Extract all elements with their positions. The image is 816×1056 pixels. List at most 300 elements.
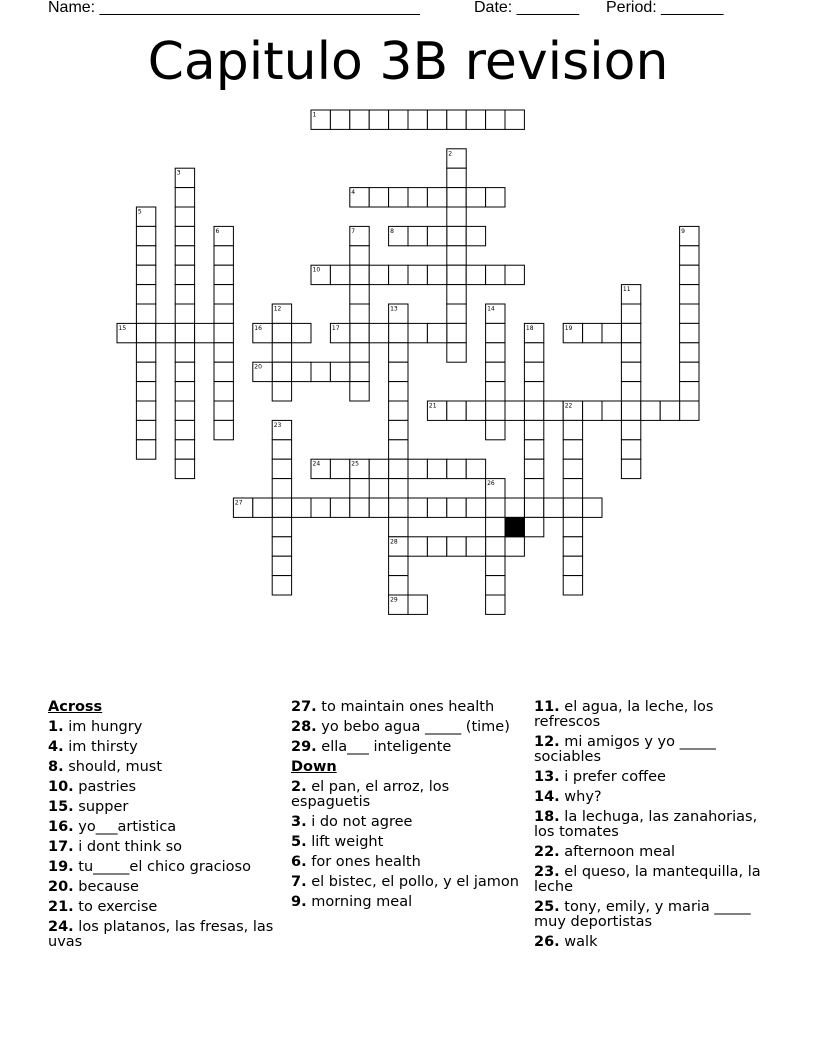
grid-cell[interactable] — [680, 401, 699, 420]
clue-text: mi amigos y yo _____ sociables — [534, 734, 716, 765]
grid-cell[interactable] — [330, 459, 349, 478]
clue-text: for ones health — [306, 854, 421, 870]
clue-number-label: 26 — [487, 480, 495, 488]
grid-cell[interactable] — [447, 304, 466, 323]
grid-cell[interactable] — [680, 343, 699, 362]
clue-item — [291, 720, 523, 735]
grid-cell[interactable] — [427, 265, 446, 284]
grid-cell[interactable] — [136, 362, 155, 381]
grid-cell[interactable] — [524, 343, 543, 362]
grid-cell[interactable] — [136, 226, 155, 245]
grid-cell[interactable] — [466, 188, 485, 207]
grid-cell[interactable] — [447, 401, 466, 420]
grid-cell[interactable] — [214, 382, 233, 401]
grid-cell[interactable] — [408, 323, 427, 342]
grid-cell[interactable] — [272, 537, 291, 556]
clue-number: 4. — [48, 739, 64, 755]
grid-cell[interactable] — [350, 304, 369, 323]
period-field-label: Period: _______ — [606, 0, 724, 16]
grid-cell[interactable] — [272, 382, 291, 401]
clue-number: 12. — [534, 734, 560, 750]
grid-cell[interactable] — [175, 226, 194, 245]
grid-cell[interactable] — [136, 323, 155, 342]
grid-cell[interactable] — [350, 323, 369, 342]
grid-cell[interactable] — [350, 265, 369, 284]
clue-number: 22. — [534, 844, 560, 860]
grid-cell[interactable] — [389, 362, 408, 381]
clue-number: 1. — [48, 719, 64, 735]
grid-cell[interactable] — [136, 285, 155, 304]
clue-number: 20. — [48, 879, 74, 895]
grid-cell[interactable] — [563, 498, 582, 517]
clue-item — [48, 760, 280, 775]
grid-cell[interactable] — [175, 343, 194, 362]
clue-number-label: 20 — [254, 363, 262, 371]
clue-number-label: 6 — [215, 227, 220, 235]
grid-cell[interactable] — [214, 401, 233, 420]
grid-cell[interactable] — [272, 556, 291, 575]
grid-cell[interactable] — [563, 479, 582, 498]
grid-cell[interactable] — [195, 323, 214, 342]
grid-cell[interactable] — [466, 226, 485, 245]
grid-cell[interactable] — [524, 362, 543, 381]
grid-cell[interactable] — [680, 362, 699, 381]
clue-item — [534, 900, 774, 930]
grid-cell[interactable] — [272, 440, 291, 459]
grid-cell[interactable] — [486, 323, 505, 342]
grid-cell[interactable] — [563, 537, 582, 556]
grid-cell[interactable] — [466, 110, 485, 129]
clue-text: why? — [559, 789, 602, 805]
grid-cell[interactable] — [136, 304, 155, 323]
down-clue-list-continued — [534, 700, 774, 950]
clue-text: afternoon meal — [559, 844, 676, 860]
grid-cell[interactable] — [214, 265, 233, 284]
clue-number-label: 13 — [390, 305, 398, 313]
grid-cell[interactable] — [350, 110, 369, 129]
clue-number: 11. — [534, 699, 560, 715]
grid-cell[interactable] — [389, 401, 408, 420]
grid-cell[interactable] — [408, 265, 427, 284]
grid-cell[interactable] — [486, 420, 505, 439]
name-field-label: Name: ____________________________________ — [48, 0, 420, 16]
grid-cell[interactable] — [447, 207, 466, 226]
grid-cell[interactable] — [621, 323, 640, 342]
clue-text: im thirsty — [63, 739, 138, 755]
grid-cell[interactable] — [292, 323, 311, 342]
grid-cell[interactable] — [621, 382, 640, 401]
grid-cell[interactable] — [447, 323, 466, 342]
clue-item — [534, 845, 774, 860]
grid-cell[interactable] — [486, 556, 505, 575]
grid-cell[interactable] — [524, 517, 543, 536]
grid-cell[interactable] — [427, 459, 446, 478]
clue-number-label: 4 — [351, 189, 356, 197]
grid-cell[interactable] — [253, 498, 272, 517]
grid-cell[interactable] — [680, 304, 699, 323]
clue-item — [291, 835, 523, 850]
clue-text: morning meal — [306, 894, 413, 910]
clue-item — [291, 875, 523, 890]
grid-cell[interactable] — [680, 382, 699, 401]
grid-cell[interactable] — [369, 110, 388, 129]
grid-cell[interactable] — [524, 382, 543, 401]
grid-cell[interactable] — [136, 382, 155, 401]
grid-cell[interactable] — [408, 595, 427, 614]
clue-text: el queso, la mantequilla, la leche — [534, 864, 761, 895]
clue-number: 23. — [534, 864, 560, 880]
clue-number-label: 12 — [273, 305, 282, 313]
grid-cell[interactable] — [447, 188, 466, 207]
clue-item — [48, 740, 280, 755]
clue-number-label: 14 — [487, 305, 495, 313]
clue-number: 9. — [291, 894, 307, 910]
grid-cell[interactable] — [175, 265, 194, 284]
grid-cell[interactable] — [389, 382, 408, 401]
grid-cell[interactable] — [389, 498, 408, 517]
clue-number: 7. — [291, 874, 307, 890]
clue-text: im hungry — [63, 719, 143, 735]
grid-cell[interactable] — [175, 304, 194, 323]
grid-cell[interactable] — [272, 479, 291, 498]
grid-cell[interactable] — [505, 537, 524, 556]
grid-cell[interactable] — [524, 401, 543, 420]
clue-item — [48, 820, 280, 835]
clue-number: 24. — [48, 919, 74, 935]
grid-cell[interactable] — [486, 595, 505, 614]
grid-cell[interactable] — [214, 246, 233, 265]
grid-cell[interactable] — [350, 382, 369, 401]
clue-text: should, must — [63, 759, 163, 775]
clue-text: yo___artistica — [73, 819, 177, 835]
grid-cell[interactable] — [486, 517, 505, 536]
clue-number: 19. — [48, 859, 74, 875]
clue-number: 21. — [48, 899, 74, 915]
grid-cell[interactable] — [272, 576, 291, 595]
grid-cell[interactable] — [272, 459, 291, 478]
grid-block — [505, 517, 524, 536]
clue-item — [48, 860, 280, 875]
grid-cell[interactable] — [641, 401, 660, 420]
clue-text: walk — [559, 934, 598, 950]
clue-number-label: 29 — [390, 596, 398, 604]
grid-cell[interactable] — [389, 343, 408, 362]
clue-number-label: 11 — [622, 286, 631, 294]
grid-cell[interactable] — [136, 440, 155, 459]
clues-column-1 — [48, 700, 280, 955]
grid-cell[interactable] — [389, 556, 408, 575]
clue-item — [48, 900, 280, 915]
grid-cell[interactable] — [524, 440, 543, 459]
clue-text: tony, emily, y maria _____ muy deportistas — [534, 899, 751, 930]
grid-cell[interactable] — [175, 459, 194, 478]
across-clue-list-continued — [291, 700, 523, 755]
clue-number-label: 23 — [273, 421, 282, 429]
grid-cell[interactable] — [524, 498, 543, 517]
grid-cell[interactable] — [563, 576, 582, 595]
grid-cell[interactable] — [563, 420, 582, 439]
grid-cell[interactable] — [544, 498, 563, 517]
grid-cell[interactable] — [156, 323, 175, 342]
grid-cell[interactable] — [563, 517, 582, 536]
grid-cell[interactable] — [175, 188, 194, 207]
grid-cell[interactable] — [369, 498, 388, 517]
clue-number: 18. — [534, 809, 560, 825]
grid-cell[interactable] — [408, 459, 427, 478]
grid-cell[interactable] — [214, 420, 233, 439]
grid-cell[interactable] — [272, 343, 291, 362]
grid-cell[interactable] — [408, 498, 427, 517]
grid-cell[interactable] — [175, 382, 194, 401]
clue-number-label: 16 — [254, 324, 262, 332]
grid-cell[interactable] — [389, 479, 408, 498]
grid-cell[interactable] — [311, 498, 330, 517]
grid-cell[interactable] — [350, 479, 369, 498]
grid-cell[interactable] — [680, 246, 699, 265]
grid-cell[interactable] — [214, 304, 233, 323]
grid-cell[interactable] — [621, 304, 640, 323]
clue-text: i dont think so — [73, 839, 183, 855]
grid-cell[interactable] — [136, 246, 155, 265]
grid-cell[interactable] — [486, 498, 505, 517]
clue-number-label: 21 — [428, 402, 437, 410]
clue-item — [534, 810, 774, 840]
clue-text: el agua, la leche, los refrescos — [534, 699, 714, 730]
grid-cell[interactable] — [486, 110, 505, 129]
grid-cell[interactable] — [505, 498, 524, 517]
clue-number-label: 7 — [351, 227, 356, 235]
grid-cell[interactable] — [369, 265, 388, 284]
grid-cell[interactable] — [427, 188, 446, 207]
grid-cell[interactable] — [330, 498, 349, 517]
grid-cell[interactable] — [427, 110, 446, 129]
grid-cell[interactable] — [408, 188, 427, 207]
clue-number-label: 1 — [312, 111, 317, 119]
grid-cell[interactable] — [272, 362, 291, 381]
grid-cell[interactable] — [350, 285, 369, 304]
grid-cell[interactable] — [486, 537, 505, 556]
grid-cell[interactable] — [621, 362, 640, 381]
grid-cell[interactable] — [486, 401, 505, 420]
grid-cell[interactable] — [292, 498, 311, 517]
grid-cell[interactable] — [486, 343, 505, 362]
grid-cell[interactable] — [583, 498, 602, 517]
grid-cell[interactable] — [447, 343, 466, 362]
clue-item — [291, 700, 523, 715]
grid-cell[interactable] — [214, 323, 233, 342]
grid-cell[interactable] — [214, 362, 233, 381]
grid-cell[interactable] — [447, 168, 466, 187]
grid-cell[interactable] — [621, 459, 640, 478]
grid-cell[interactable] — [389, 265, 408, 284]
grid-cell[interactable] — [563, 440, 582, 459]
clue-item — [534, 935, 774, 950]
clue-item — [534, 865, 774, 895]
clue-number-label: 10 — [312, 266, 321, 274]
clue-text: tu_____el chico gracioso — [73, 859, 251, 875]
grid-cell[interactable] — [350, 246, 369, 265]
grid-cell[interactable] — [408, 110, 427, 129]
clue-text: el pan, el arroz, los espaguetis — [291, 779, 450, 810]
grid-cell[interactable] — [621, 401, 640, 420]
clue-text: el bistec, el pollo, y el jamon — [306, 874, 519, 890]
grid-cell[interactable] — [466, 401, 485, 420]
clue-text: i do not agree — [306, 814, 413, 830]
grid-cell[interactable] — [680, 285, 699, 304]
grid-cell[interactable] — [505, 401, 524, 420]
grid-cell[interactable] — [680, 323, 699, 342]
grid-cell[interactable] — [369, 188, 388, 207]
clue-item — [48, 840, 280, 855]
across-heading: Across — [48, 699, 103, 715]
clue-text: ella___ inteligente — [316, 739, 452, 755]
grid-cell[interactable] — [447, 265, 466, 284]
grid-cell[interactable] — [389, 459, 408, 478]
grid-cell[interactable] — [369, 323, 388, 342]
grid-cell[interactable] — [136, 265, 155, 284]
grid-cell[interactable] — [602, 323, 621, 342]
grid-cell[interactable] — [583, 323, 602, 342]
grid-cell[interactable] — [524, 479, 543, 498]
clue-text: because — [73, 879, 139, 895]
grid-cell[interactable] — [427, 323, 446, 342]
clue-number: 6. — [291, 854, 307, 870]
clue-number-label: 24 — [312, 460, 321, 468]
clue-item — [291, 855, 523, 870]
grid-cell[interactable] — [272, 323, 291, 342]
grid-cell[interactable] — [136, 420, 155, 439]
grid-cell[interactable] — [447, 226, 466, 245]
clue-item — [48, 920, 280, 950]
clue-item — [291, 895, 523, 910]
grid-cell[interactable] — [447, 459, 466, 478]
grid-cell[interactable] — [175, 440, 194, 459]
clue-item — [534, 735, 774, 765]
clue-text: pastries — [73, 779, 137, 795]
grid-cell[interactable] — [330, 265, 349, 284]
grid-cell[interactable] — [389, 517, 408, 536]
grid-cell[interactable] — [505, 265, 524, 284]
down-clue-list — [291, 780, 523, 910]
grid-cell[interactable] — [175, 207, 194, 226]
grid-cell[interactable] — [330, 110, 349, 129]
grid-cell[interactable] — [389, 440, 408, 459]
grid-cell[interactable] — [350, 362, 369, 381]
grid-cell[interactable] — [292, 362, 311, 381]
grid-cell[interactable] — [466, 265, 485, 284]
clue-number: 15. — [48, 799, 74, 815]
grid-cell[interactable] — [175, 323, 194, 342]
grid-cell[interactable] — [486, 382, 505, 401]
grid-cell[interactable] — [524, 420, 543, 439]
grid-cell[interactable] — [680, 265, 699, 284]
grid-cell[interactable] — [466, 537, 485, 556]
grid-cell[interactable] — [486, 576, 505, 595]
grid-cell[interactable] — [447, 110, 466, 129]
grid-cell[interactable] — [602, 401, 621, 420]
grid-cell[interactable] — [330, 362, 349, 381]
grid-cell[interactable] — [389, 323, 408, 342]
grid-cell[interactable] — [214, 285, 233, 304]
grid-cell[interactable] — [505, 110, 524, 129]
grid-cell[interactable] — [621, 343, 640, 362]
grid-cell[interactable] — [583, 401, 602, 420]
down-heading: Down — [291, 759, 337, 775]
grid-cell[interactable] — [272, 517, 291, 536]
grid-cell[interactable] — [447, 246, 466, 265]
grid-cell[interactable] — [427, 226, 446, 245]
grid-cell[interactable] — [466, 498, 485, 517]
clue-number-label: 8 — [390, 227, 394, 235]
grid-cell[interactable] — [563, 556, 582, 575]
clue-number: 14. — [534, 789, 560, 805]
grid-cell[interactable] — [350, 343, 369, 362]
grid-cell[interactable] — [272, 498, 291, 517]
grid-cell[interactable] — [408, 537, 427, 556]
clue-text: lift weight — [306, 834, 384, 850]
clue-number: 5. — [291, 834, 307, 850]
clue-number: 29. — [291, 739, 317, 755]
grid-cell[interactable] — [544, 401, 563, 420]
grid-cell[interactable] — [447, 537, 466, 556]
grid-cell[interactable] — [621, 420, 640, 439]
clue-number-label: 3 — [176, 169, 181, 177]
grid-cell[interactable] — [408, 226, 427, 245]
grid-cell[interactable] — [427, 498, 446, 517]
grid-cell[interactable] — [427, 537, 446, 556]
grid-cell[interactable] — [389, 420, 408, 439]
grid-cell[interactable] — [175, 401, 194, 420]
grid-cell[interactable] — [466, 459, 485, 478]
grid-cell[interactable] — [369, 459, 388, 478]
grid-cell[interactable] — [447, 285, 466, 304]
clue-number: 13. — [534, 769, 560, 785]
clue-item — [48, 800, 280, 815]
clues-column-2 — [291, 700, 523, 915]
grid-cell[interactable] — [350, 498, 369, 517]
grid-cell[interactable] — [311, 362, 330, 381]
grid-cell[interactable] — [175, 420, 194, 439]
grid-cell[interactable] — [136, 401, 155, 420]
grid-cell[interactable] — [175, 246, 194, 265]
grid-cell[interactable] — [660, 401, 679, 420]
clue-number-label: 15 — [118, 324, 127, 332]
grid-cell[interactable] — [486, 188, 505, 207]
grid-cell[interactable] — [214, 343, 233, 362]
clue-number-label: 28 — [390, 538, 398, 546]
grid-cell[interactable] — [389, 188, 408, 207]
clues-column-3 — [534, 700, 774, 955]
clue-number: 28. — [291, 719, 317, 735]
clue-number-label: 9 — [681, 227, 685, 235]
grid-cell[interactable] — [486, 265, 505, 284]
clue-number: 25. — [534, 899, 560, 915]
grid-cell[interactable] — [389, 576, 408, 595]
grid-cell[interactable] — [389, 110, 408, 129]
grid-cell[interactable] — [524, 459, 543, 478]
grid-cell[interactable] — [621, 440, 640, 459]
clue-item — [48, 880, 280, 895]
grid-cell[interactable] — [175, 362, 194, 381]
grid-cell[interactable] — [136, 343, 155, 362]
grid-cell[interactable] — [563, 459, 582, 478]
grid-cell[interactable] — [447, 498, 466, 517]
clue-number-label: 27 — [234, 499, 243, 507]
grid-cell[interactable] — [175, 285, 194, 304]
clue-item — [291, 815, 523, 830]
clue-number-label: 22 — [564, 402, 573, 410]
grid-cell[interactable] — [486, 362, 505, 381]
